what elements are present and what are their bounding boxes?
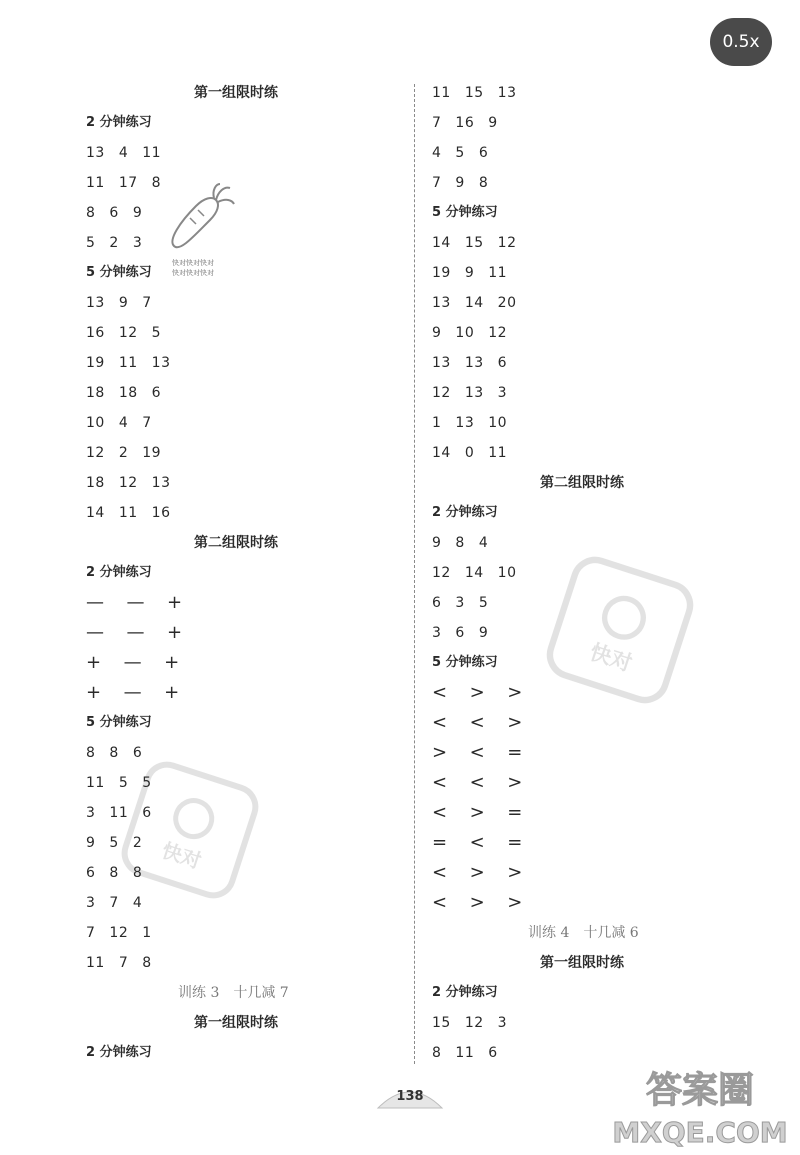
answer-cell: + [86,652,102,673]
answer-cell: 13 [151,355,171,371]
carrot-caption [172,258,232,278]
answer-cell: — [126,592,145,613]
exercise-label: 5 分钟练习 [86,715,152,730]
answer-row [86,348,184,378]
answer-cell: 2 [109,235,119,251]
answer-row [86,228,156,258]
answer-cell: 6 [86,865,96,881]
answer-cell: 5 [151,325,162,341]
answer-cell: 5 [455,145,465,161]
answer-cell: 19 [142,445,162,461]
answer-cell: 1 [142,925,152,941]
answer-row [432,228,530,258]
answer-cell: 13 [464,355,484,371]
answer-cell: 11 [86,175,105,191]
answer-cell: 3 [86,895,96,911]
answer-cell: 11 [488,445,508,461]
answer-cell: 11 [118,505,138,521]
section-title: 第一组限时练 [194,85,278,101]
answer-cell: 7 [432,115,442,131]
answer-cell: — [86,622,105,643]
answer-cell: 5 [478,595,489,611]
watermark-text: 快对 [586,639,635,677]
section-title: 第一组限时练 [194,1015,278,1031]
answer-row [86,288,166,318]
answer-row [86,828,156,858]
answer-cell: 14 [464,295,484,311]
exercise-label: 2 分钟练习 [432,985,498,1000]
answer-cell: 8 [455,535,465,551]
answer-row [86,918,166,948]
column-divider [414,84,415,1064]
answer-row [432,588,502,618]
exercise-label: 5 分钟练习 [86,265,152,280]
answer-cell: 3 [432,625,442,641]
answer-row [86,858,156,888]
answer-cell: 15 [432,1015,451,1031]
answer-cell: 8 [86,205,96,221]
answer-cell: 13 [432,295,451,311]
answer-cell: 19 [86,355,105,371]
answer-cell: 14 [432,445,451,461]
answer-row [432,438,521,468]
site-logo-title: 答案圈 [645,1070,755,1111]
answer-cell: > [507,712,523,733]
answer-cell: > [469,862,486,883]
answer-cell: 10 [488,415,508,431]
exercise-label: 2 分钟练习 [86,1045,152,1060]
answer-cell: 14 [86,505,105,521]
answer-cell: 19 [432,265,451,281]
answer-cell: > [469,802,486,823]
answer-cell: — [123,652,143,673]
exercise-label: 2 分钟练习 [86,115,152,130]
answer-row [432,528,502,558]
answer-cell: > [432,742,448,763]
answer-row [86,498,184,528]
answer-cell: 9 [86,835,96,851]
answer-cell: > [507,892,523,913]
answer-cell: 13 [455,415,475,431]
answer-cell: 13 [151,475,171,491]
answer-cell: 13 [86,295,105,311]
answer-cell: < [432,772,448,793]
answer-row [86,618,205,648]
page-number [374,1082,446,1110]
answer-cell: 8 [109,865,119,881]
answer-cell: 7 [86,925,96,941]
answer-cell: + [86,682,102,703]
answer-cell: 16 [86,325,105,341]
answer-cell: 7 [432,175,442,191]
lesson-topic: 十几减 6 [583,925,639,941]
answer-cell: 7 [109,895,119,911]
answer-cell: 20 [497,295,517,311]
answer-row [432,738,545,768]
answer-cell: 11 [118,355,138,371]
answer-cell: 14 [464,565,484,581]
playback-speed-button[interactable]: 0.5x [710,18,772,66]
answer-cell: 9 [132,205,143,221]
answer-cell: 12 [464,1015,484,1031]
answer-cell: 12 [432,565,451,581]
answer-cell: 10 [455,325,475,341]
answer-cell: 8 [132,865,143,881]
answer-cell: + [167,592,183,613]
answer-row [432,348,521,378]
answer-row [432,678,545,708]
section-title: 第二组限时练 [540,475,624,491]
lesson-heading [178,978,289,1008]
section-title: 第二组限时练 [194,535,278,551]
answer-cell: 3 [455,595,465,611]
answer-cell: 6 [478,145,489,161]
answer-row [432,618,502,648]
carrot-caption-line: 快对快对快对 [172,259,214,267]
answer-cell: 13 [86,145,105,161]
answer-cell: 16 [151,505,171,521]
answer-cell: < [469,712,486,733]
answer-row [432,708,545,738]
answer-cell: 17 [118,175,138,191]
answer-row [432,1008,521,1038]
answer-cell: < [469,832,486,853]
answer-row [86,168,175,198]
answer-cell: 6 [455,625,465,641]
answer-cell: 9 [118,295,129,311]
answer-cell: < [432,802,448,823]
section-title: 第一组限时练 [540,955,624,971]
answer-cell: 7 [118,955,129,971]
answer-cell: 18 [118,385,138,401]
answer-cell: 8 [432,1045,442,1061]
answer-row [432,768,545,798]
answer-row [432,558,530,588]
lesson-heading [528,918,639,948]
answer-cell: > [507,772,523,793]
answer-row [432,798,545,828]
answer-row [432,168,502,198]
answer-cell: < [432,682,448,703]
answer-cell: 4 [118,415,129,431]
answer-cell: 5 [118,775,129,791]
answer-row [86,678,202,708]
answer-cell: 18 [86,475,105,491]
answer-cell: 6 [151,385,162,401]
answer-cell: 8 [86,745,96,761]
answer-cell: + [164,652,180,673]
answer-cell: 9 [432,325,442,341]
answer-cell: 7 [142,415,152,431]
answer-cell: 11 [432,85,451,101]
answer-cell: 8 [478,175,489,191]
answer-cell: 3 [86,805,96,821]
answer-cell: 0 [464,445,475,461]
answer-cell: < [432,892,448,913]
answer-cell: 12 [497,235,517,251]
exercise-label: 5 分钟练习 [432,205,498,220]
answer-cell: 13 [432,355,451,371]
answer-cell: 9 [455,175,465,191]
answer-cell: — [123,682,143,703]
answer-row [86,768,166,798]
answer-cell: 11 [109,805,129,821]
answer-row [86,138,175,168]
answer-row [86,468,184,498]
answer-cell: 11 [142,145,162,161]
answer-cell: = [432,832,448,853]
answer-row [432,408,521,438]
answer-cell: 6 [109,205,119,221]
answer-cell: 10 [497,565,517,581]
answer-cell: 15 [464,85,484,101]
answer-cell: 9 [432,535,442,551]
answer-row [432,828,545,858]
answer-cell: = [507,832,523,853]
answer-row [86,378,175,408]
answer-row [86,408,166,438]
answer-cell: + [164,682,180,703]
answer-row [86,588,205,618]
answer-row [86,198,156,228]
answer-row [432,858,545,888]
answer-cell: < [469,742,486,763]
answer-cell: 4 [478,535,489,551]
answer-cell: 13 [464,385,484,401]
answer-cell: 11 [455,1045,475,1061]
answer-cell: 10 [86,415,105,431]
answer-row [86,318,175,348]
answer-row [432,108,512,138]
carrot-caption-line: 快对快对快对 [172,269,214,277]
answer-row [432,1038,512,1068]
answer-row [86,738,156,768]
answer-cell: 9 [478,625,489,641]
answer-cell: 5 [142,775,152,791]
answer-cell: 11 [488,265,508,281]
answer-cell: < [432,712,448,733]
watermark-stamp [545,555,695,705]
answer-cell: > [469,682,486,703]
answer-row [432,288,530,318]
answer-cell: 16 [455,115,475,131]
answer-cell: 4 [132,895,143,911]
watermark-text: 快对 [158,838,205,874]
answer-cell: 6 [132,745,143,761]
answer-cell: 2 [118,445,129,461]
answer-cell: 3 [497,385,508,401]
answer-row [86,438,175,468]
answer-cell: 5 [86,235,96,251]
answer-cell: 13 [497,85,517,101]
answer-cell: < [432,862,448,883]
answer-cell: 8 [109,745,119,761]
answer-cell: 8 [151,175,162,191]
answer-row [86,948,166,978]
answer-cell: — [126,622,145,643]
answer-row [432,78,530,108]
answer-cell: 15 [464,235,484,251]
answer-cell: 11 [86,775,105,791]
answer-cell: 6 [488,1045,498,1061]
answer-cell: 12 [86,445,105,461]
answer-cell: 4 [118,145,129,161]
answer-cell: 5 [109,835,119,851]
answer-row [86,648,202,678]
answer-cell: 12 [109,925,129,941]
answer-cell: 7 [142,295,152,311]
answer-cell: 8 [142,955,152,971]
answer-cell: 14 [432,235,451,251]
answer-cell: 6 [142,805,152,821]
answer-cell: 12 [118,325,138,341]
answer-cell: 1 [432,415,442,431]
answer-row [86,888,156,918]
answer-row [432,378,521,408]
site-logo [610,1060,790,1150]
answer-cell: = [507,802,523,823]
answer-row [432,138,502,168]
answer-cell: 9 [488,115,498,131]
answer-cell: 3 [497,1015,508,1031]
answer-row [432,888,545,918]
answer-cell: 12 [118,475,138,491]
answer-cell: 12 [488,325,508,341]
answer-cell: 11 [86,955,105,971]
lesson-number: 训练 3 [178,985,220,1001]
answer-cell: 12 [432,385,451,401]
answer-cell: 6 [497,355,508,371]
page-number-text: 138 [396,1089,424,1104]
answer-row [432,318,521,348]
answer-cell: 9 [464,265,475,281]
answer-row [86,798,166,828]
answer-row [432,258,521,288]
answer-cell: 2 [132,835,143,851]
exercise-label: 2 分钟练习 [86,565,152,580]
answer-cell: = [507,742,523,763]
site-logo-url: MXQE.COM [612,1116,788,1149]
exercise-label: 5 分钟练习 [432,655,498,670]
answer-cell: 6 [432,595,442,611]
lesson-number: 训练 4 [528,925,570,941]
lesson-topic: 十几减 7 [233,985,289,1001]
answer-cell: 4 [432,145,442,161]
exercise-label: 2 分钟练习 [432,505,498,520]
answer-cell: + [167,622,183,643]
answer-cell: > [507,682,523,703]
answer-cell: > [469,892,486,913]
answer-cell: < [469,772,486,793]
answer-cell: 18 [86,385,105,401]
answer-cell: — [86,592,105,613]
answer-cell: > [507,862,523,883]
answer-cell: 3 [132,235,143,251]
